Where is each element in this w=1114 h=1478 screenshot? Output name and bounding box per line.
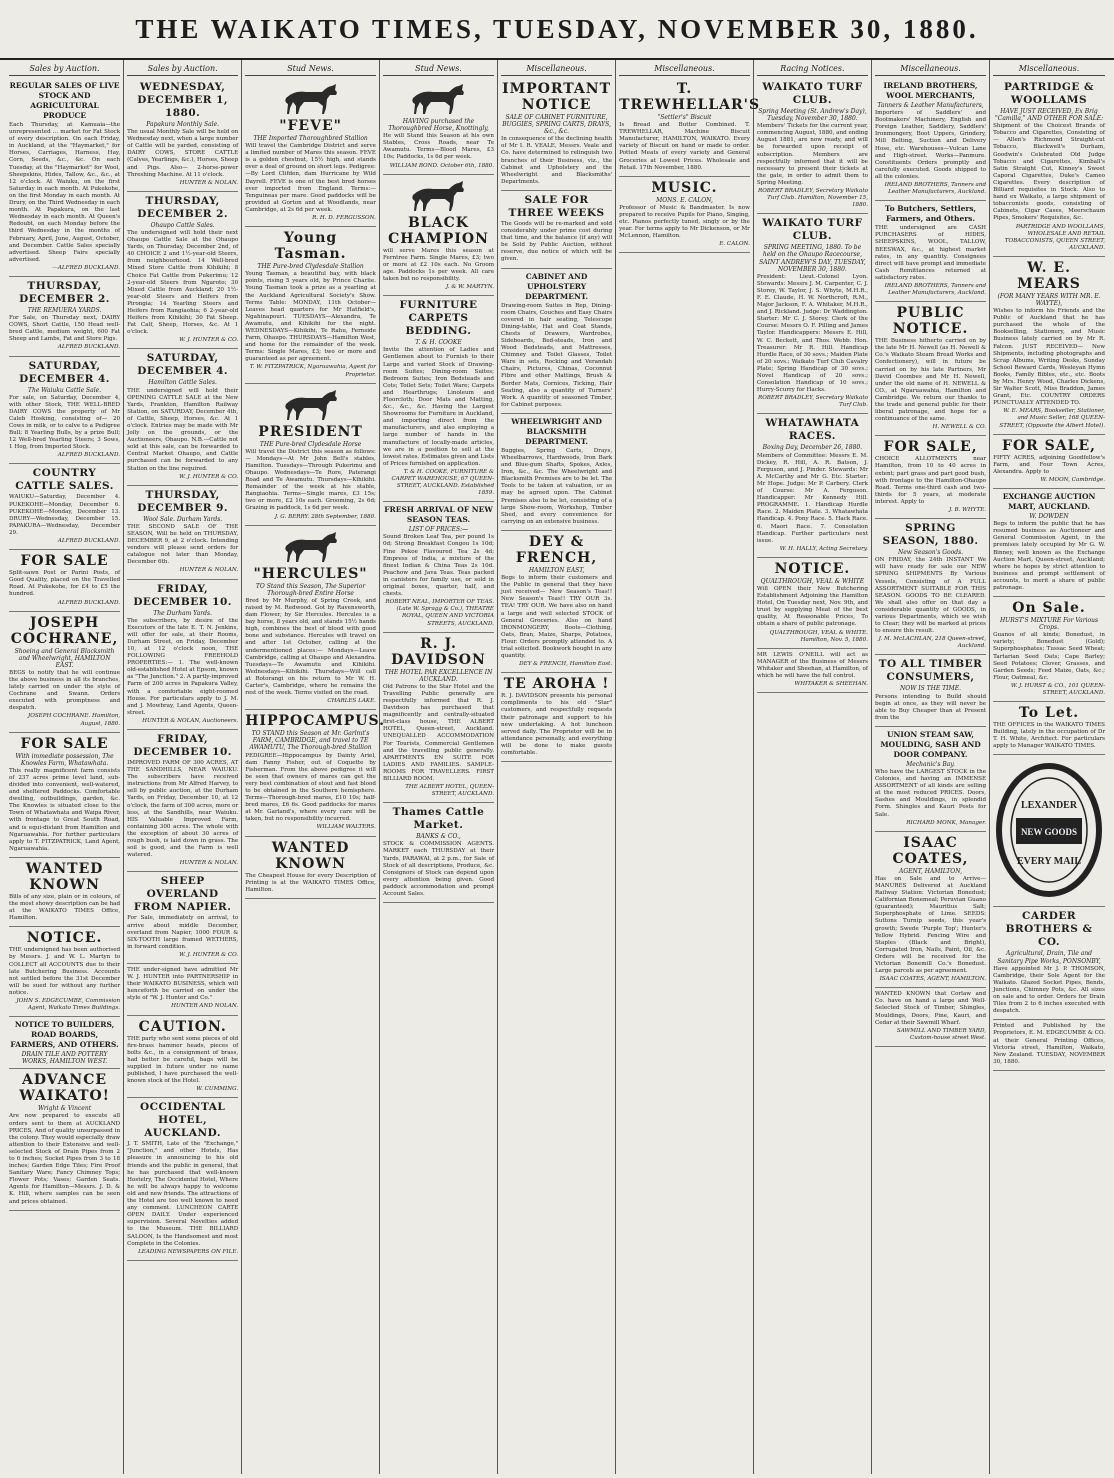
column-header: Racing Notices.: [757, 62, 868, 76]
column-header: Miscellaneous.: [619, 62, 750, 76]
ad-signature: H. NEWELL & CO.: [932, 424, 987, 431]
ad-heading: CARDER BROTHERS & CO.: [1005, 910, 1093, 949]
ad-subheading: DRAIN TILE AND POTTERY WORKS, HAMILTON WEST.: [21, 1051, 108, 1066]
ad-body: Will travel the District this season as follows:— Mondays—At Mr John Bell's stables, Hamilton. Tuesdays—Through Pukerimu and Ohaupo. Wednesdays—Te Rore, Paterangi Road and Te Awamutu. Thursdays—Kihikihi. Remainder of the week at his stable, Rangiaohia. Terms—Single mares, £3 15s; two or more, £2 10s each. Grooming, 2s 6d; Grazing in paddock, 1s 6d per week.: [245, 448, 376, 512]
ad-body: THE undersigned has been authorised by Messrs. J. and W. L. Martyn to COLLECT all ACCOUNTS due to their late Butchering Business. Accounts not settled before the 31st December will be sued for without any further notice.: [9, 947, 121, 996]
ad-body: Guanos of all kinds; Bonedust, in variety; Bonedust (Gold); Superphosphates; Tussac Seed Wheat; Tartarian Seed Oats; Cape Barley; Seed Potatoes; Clover, Grasses, and Garden Seeds; Feed Maize, Oats, &c.; Flour, Oatmeal, &c.: [993, 632, 1105, 681]
ad-body: Importers of Saddlers' and Bootmakers' Machinery, English and Foreign Leather, Saddlery, Saddlers' Ironmongery, Boot Uppers, Grindery, Mill Belting, Suction and Delivery Hose, etc. Warehouses—Vulcan Lane and High-street. Works—Panmure. Constituents Orders promptly and carefully executed. Goods shipped to all the colonies.: [874, 110, 987, 180]
ad-subheading: Agricultural, Drain, Tile and Sanitary Pipe Works, PONSONBY,: [997, 950, 1101, 965]
ad-subheading: The Waiuku Cattle Sale.: [27, 386, 102, 394]
ad-heading: PRESIDENT: [258, 423, 363, 440]
ad-body: Begs to inform their customers and the Public in general that they have just received— New Season's Teas!! New Season's Teas!! TRY OUR 3s. TEA! TRY OUR. We have also on hand a large and well selected STOCK of General Groceries. Also on hand IRONMONGERY, Boots—Clothing, Oats, Bran, Maize, Sharps, Potatoes, Flour. Orders promptly attended to. A trial solicited. Bookwork bought in any quantity.: [501, 575, 613, 660]
ad-body: IMPROVED FARM OF 300 ACRES, AT THE SANDHILLS, NEAR WAIUKU. The subscribers have received instructions from Mr Alfred Harvey, to sell by public auction, at the Durham Yards, on Friday, December 10, at 12 o'clock, the farm of 300 acres, more or less, at the Sandhills, near Waiuku. HIS Valuable Improved Farm, containing 300 acres. The whole with the exception of about 30 acres of rough bush, is laid down in grass. The soil is good, and the Farm is well watered.: [127, 760, 239, 859]
newspaper-column: [498, 60, 616, 1474]
advertisement: [9, 927, 120, 1017]
ad-body: Wishes to inform his Friends and the Public of Auckland that he has purchased the whole of the Bookselling, Stationery, and Music Business lately carried on by Mr R. Falcon. JUST RECEIVED— New Shipments, including photographs and Scrap Albums, Writing Desks, Sunday School Reward Cards, Wesleyan Hymn Books, Family Bibles, etc., etc. Boots by Mrs. Henry Wood, Charles Dickens, Sir Walter Scott, Miss Braddon, James Grant, Etc. COUNTRY ORDERS PUNCTUALLY ATTENDED TO.: [993, 308, 1105, 407]
ad-subheading: THE Pure-bred Clydesdale Stallion: [257, 263, 364, 271]
ad-body: CHOICE ALLOTMENTS near Hamilton, from 10 to 40 acres in extent; part grass and part good bush, with frontage to the Hamilton-Ohaupo Road. Terms one-third cash and two-thirds for 5 years, at moderate interest. Apply to: [874, 456, 987, 505]
advertisement: [383, 803, 494, 903]
advertisement: [993, 597, 1105, 702]
advertisement: [383, 78, 494, 175]
ad-subheading: T. & H. COOKE: [415, 339, 462, 347]
advertisement: [993, 702, 1105, 755]
ad-body: WAIUKU—Saturday, December 4. PUKEKOHE—Monday, December 6. PUKEKOHE—Monday, December 13. DRURY—Wednesday, December 15. PAPAKURA—Wednesday, December 29.: [9, 494, 121, 536]
advertisement: [501, 673, 612, 762]
ad-signature: —ALFRED BUCKLAND.: [52, 264, 121, 271]
ad-heading: COUNTRY CATTLE SALES.: [15, 467, 114, 493]
ad-heading: FRIDAY, DECEMBER 10.: [133, 733, 232, 758]
ad-signature: W. CUMMING.: [196, 1086, 239, 1093]
ad-subheading: HAVING purchased the Thoroughbred Horse, Knottingly,: [388, 118, 489, 133]
svg-text:NEW GOODS: NEW GOODS: [1020, 827, 1078, 838]
advertisement: [9, 550, 120, 611]
newspaper-column: [124, 60, 242, 1474]
ad-signature: ROBERT BRADLEY, Secretary Waikato Turf Club. Hamilton, November 15, 1880.: [758, 188, 868, 209]
ad-signature: R. H. D. FERGUSSON.: [312, 215, 376, 222]
ad-heading: WEDNESDAY, DECEMBER 1, 1880.: [137, 81, 229, 119]
ad-body: THE party who sent some pieces of old fire-brass hammer heads, pieces of bolts &c., in a consignment of brass, had better be careful, bags will be supplied in future under no name published, I have purchased the well-known stock of the Hotel.: [127, 1035, 239, 1085]
ad-signature: J. B. WHYTE.: [949, 507, 987, 514]
ad-heading: CABINET AND UPHOLSTERY DEPARTMENT.: [525, 271, 589, 301]
column-header: Sales by Auction.: [127, 62, 238, 76]
ad-signature: ALFRED BUCKLAND.: [57, 344, 121, 351]
ad-heading: "HERCULES": [253, 565, 368, 582]
ad-signature: W. J. HUNTER & CO.: [179, 337, 239, 344]
ad-body: The undersigned will hold their next Ohaupo Cattle Sale at the Ohaupo Yards, on Thursday, December 2nd, of 40 CHOICE 2 and 1½-year-old Steers, from neighbourhood. 14 Well-bred Mixed Store Cattle from Kihikihi; 8 Choice Fat Cattle from Pukerimu; 12 2-year-old Steers from Ngaroto; 30 Mixed Cattle from Auckland; 20 1½-year-old Steers and Heifers from Pirongia; 14 Yearling Steers and Heifers from Rangiaohia; 6 2-year-old Heifers from Kihikihi; 30 Fat Sheep. Fat Calf, Sheep, Horses, &c. At 1 o'clock.: [127, 229, 239, 336]
advertisement: [9, 612, 120, 733]
advertisement: [993, 435, 1105, 489]
advertisement: [757, 78, 868, 214]
ad-heading: EXCHANGE AUCTION MART, AUCKLAND.: [1002, 492, 1096, 512]
ad-signature: PARTRIDGE AND WOOLLAMS, WHOLESALE AND RETAIL TOBACCONISTS, QUEEN STREET, AUCKLAND.: [1004, 223, 1105, 251]
newspaper-title: THE WAIKATO TIMES, TUESDAY, NOVEMBER 30, 1880.: [135, 14, 979, 44]
ad-signature: W. E. MEARS, Bookseller, Stationer, and Music Seller, 168 QUEEN-STREET, (Opposite the Albert Hotel).: [999, 408, 1105, 429]
ad-signature: HUNTER AND NOLAN.: [171, 1003, 239, 1010]
ad-subheading: Papakura Monthly Sale.: [146, 121, 220, 128]
ad-heading: WANTED KNOWN: [25, 860, 104, 893]
advertisement: [383, 502, 494, 632]
advertisement: [875, 727, 986, 832]
ad-signature: W. J. HURST & CO., 101 QUEEN-STREET, AUCKLAND.: [1010, 682, 1105, 696]
ad-signature: RICHARD MONK, Manager.: [906, 819, 987, 826]
horse-illustration: [407, 82, 469, 116]
ad-body: The Cheapest House for every Description of Printing is at the WAIKATO TIMES Office, Hamilton.: [245, 872, 376, 893]
advertisement: [245, 384, 376, 526]
ad-heading: ADVANCE WAIKATO!: [19, 1072, 110, 1105]
newspaper-column: [616, 60, 761, 1474]
advertisement: [875, 519, 986, 655]
ad-signature: E. CALON.: [719, 241, 750, 248]
column-header: Miscellaneous.: [875, 62, 986, 76]
ad-subheading: Hamilton Cattle Sales.: [148, 379, 217, 387]
ad-body: Begs to inform the public that he has resumed business as Auctioneer and General Commission Agent, in the premises lately occupied by Mr G. W. Binney, well known as the Exchange Auction Mart, Queen-street, Auckland; where he hopes by strict attention to business and prompt settlement of accounts, to merit a share of public patronage.: [993, 521, 1105, 591]
ad-heading: JOSEPH COCHRANE,: [10, 614, 119, 647]
advertisement: [619, 78, 761, 177]
ad-body: He will Stand this Season at his own Stables, Cross Roads, near Te Awamutu. Terms—Blood Mares, £3 10s; Paddocks, 1s 6d per week.: [382, 133, 495, 161]
ad-subheading: LIST OF PRICES:—: [408, 526, 469, 534]
ad-heading: IRELAND BROTHERS, WOOL MERCHANTS,: [883, 81, 978, 100]
ad-subheading: "Settler's" Biscuit: [657, 114, 712, 121]
ad-signature: ALFRED BUCKLAND.: [57, 599, 121, 606]
ad-signature: T. W. FITZPATRICK, Ngaruawahia, Agent for Proprietor.: [249, 364, 376, 378]
ad-body: STOCK & COMMISSION AGENTS. MARKET each THURSDAY at their Yards, PARAWAI, at 2 p.m., for Sale of Stock of all descriptions, Produce, &c. Consignors of Stock can depend upon every attention being given. Good paddock accommodation and prompt Account Sales.: [382, 841, 495, 898]
advertisement: [757, 214, 868, 414]
ad-heading: NOTICE.: [774, 560, 851, 577]
ad-subheading: THE Pure-bred Clydesdale Horse: [259, 440, 362, 448]
ad-body: Each Thursday, at Kamuaia—the unrepresented ... market for Fat Stock of every description. On each Friday, in Auckland, at the "Haymarket," for Horses, Carriages, Harness, Hay, Corn, Seeds, &c., &c. On each Tuesday, at the "Haymarket" for Wool, Sheepskins, Hides, Tallow, &c., &c., at 12 o'clock. At Waiuku, on the first Saturday in each month. At Pukekohe, on the first Monday in each month. At Drury, on the Third Wednesday in each month. At Papakura, on the last Wednesday in each month. At Queen's Redoubt, on each Monday before the third Wednesday in the months of February, April, June, August, October, and December. Cattle Sales specially advertised. Sheep Fairs specially advertised.: [9, 122, 121, 263]
advertisement: [383, 296, 494, 502]
ad-signature: T. & H. COOKE, FURNITURE & CARPET WAREHOUSE, 67 QUEEN-STREET, AUCKLAND. Established 1859.: [391, 468, 495, 497]
ad-body: The usual Monthly Sale will be held on Wednesday next, when a large number of Cattle will be yarded, consisting of DAIRY COWS, STORE CATTLE (Calves, Yearlings, &c.), Horses, Sheep and Pigs. Also— 2-horse-power Threshing Machine. At 11 o'clock.: [127, 129, 239, 178]
ad-heading: MUSIC.: [651, 179, 718, 196]
ad-subheading: QUALTHROUGH, VEAL & WHITE: [760, 577, 865, 585]
advertisement: [127, 964, 238, 1016]
ad-signature: LEADING NEWSPAPERS ON FILE.: [138, 1248, 239, 1255]
ad-heading: T. TREWHELLAR'S: [619, 81, 761, 113]
advertisement: [875, 832, 986, 989]
advertisement: [993, 755, 1105, 907]
ad-body: Buggies, Spring Carts, Drays, Wheelbarrows, Hardwoods, Iron Bark and Blue-gum Shafts, Spokes, Axles, Iron, &c., &c. The Wheelwright and Blacksmith Premises are to be let. The Tools to be taken at valuation, or as may be agreed upon. The Cabinet Premises also to be let, consisting of a large Show-room, Workshop, Timber Shed, and every convenience for carrying on an extensive business.: [501, 447, 613, 525]
ad-signature: ROBERT BRADLEY, Secretary Waikato Turf Club.: [758, 395, 868, 409]
ad-body: This really magnificent farm consists of 237 acres prime level land, sub-divided into convenient, well-watered, and sheltered Paddocks. Comfortable dwelling, outbuildings, garden, &c. The Knowles is situated close to the Town of Whatawhata and Waipa River, with frontage to Great South Road, and is equi-distant from Hamilton and Ngaruawahia. For further particulars apply to T. FITZPATRICK, Land Agent, Ngaruawahia.: [9, 767, 121, 852]
newspaper-column: [990, 60, 1108, 1474]
ad-subheading: THE Imported Thoroughbred Stallion: [253, 135, 368, 142]
ad-subheading: THE HOTEL PAR EXCELLENCE IN AUCKLAND.: [384, 668, 493, 683]
ad-heading: NOTICE.: [26, 930, 103, 947]
advertisement: [757, 558, 868, 649]
column-header: Stud News.: [245, 62, 376, 76]
ad-body: The subscribers, by desire of the Executors of the late E. T. N. Jenkins, will offer for sale, at their Rooms, Durham Street, on Friday, December 10, at 12 o'clock noon, THE FOLLOWING FREEHOLD PROPERTIES:— 1. The well-known old-established Hotel at Epsom, known as "The Junction." 2. A partly-improved Farm of 200 acres in Papakura Valley, with a comfortable eight-roomed House. For particulars apply to J. M. and J. Mowbray, Land Agents, Queen-street.: [127, 617, 239, 716]
ad-signature: THE ALBERT HOTEL, QUEEN-STREET, AUCKLAND.: [405, 784, 495, 798]
advertisement: [875, 201, 986, 302]
advertisement: [127, 1098, 238, 1261]
column-header: Stud News.: [383, 62, 494, 76]
ad-signature: DEY & FRENCH, Hamilton East.: [519, 661, 613, 668]
ad-body: Has on Sale and to Arrive— MANURES Delivered at Auckland Railway Station: Victorian Bonedust; Californian Bonemeal; Peruvian Guano (guaranteed); Mauritius Salt; Superphosphate of Lime. SEEDS: Suttons Turnip seeds, this year's growth; Swede 'Purple Top'; Hunter's Yellow Hybrid. Fencing Wire and Staples (Black and Bright), Corrugated Iron, Nails, Paint, Oil, &c. Orders will be received for the Victorian Bonemill Co.'s Bonedust. Large parcels as per agreement.: [874, 875, 987, 975]
ad-signature: J. G. BERRY. 28th September, 1880.: [274, 513, 376, 520]
advertisement: [501, 269, 612, 414]
ad-body: THE undersigned are CASH PURCHASERS of HIDES, SHEEPSKINS, WOOL, TALLOW, BEESWAX, &c., at highest market rates, in any quantity. Consignees direct will have prompt and immediate Cash Remittances returned at satisfactory rates.: [874, 225, 987, 281]
newspaper-column: [6, 60, 124, 1474]
advertisement: [9, 78, 120, 277]
advertisement: [501, 191, 612, 269]
ad-body: Printed and Published by the Proprietors, E. M. EDGECUMBE & CO. at their General Printing Offices, Victoria street, Hamilton, Waikato, New Zealand. TUESDAY, NOVEMBER 30, 1880.: [993, 1023, 1105, 1065]
advertisement: [993, 489, 1105, 597]
advertisement: [127, 349, 238, 485]
advertisement: [9, 733, 120, 858]
ad-body: THE undersigned will hold their OPENING CATTLE SALE at the New Yards, Frankton, Hamilton Railway Station, on SATURDAY, December 4th, of Cattle, Sheep, Horses, &c. At 1 o'clock. Entries may be made with Mr Jolly on the grounds, or the Auctioneers, Ohaupo. N.B.—Cattle not sold at this sale, can be forwarded to Central Market Ohaupo, and Cattle purchased can be forwarded to any Station on the line required.: [127, 387, 239, 472]
ad-heading: WHEELWRIGHT AND BLACKSMITH DEPARTMENT.: [511, 416, 602, 446]
newspaper-column: [242, 60, 385, 1474]
ad-signature: CHARLES LAKE.: [327, 698, 376, 705]
advertisement: [875, 436, 986, 519]
ad-heading: THURSDAY, DECEMBER 2.: [137, 194, 229, 220]
ad-body: Bred by Mr Murphy, of Spring Creek, and raised by M. Redwood. Got by Ravensworth, dam Flower, by Sir Hercules. Hercules is a bay horse, 8 years old, and stands 15½ hands high, combines the best of blood with good bone and substance. Hercules will travel on and after 1st October, calling at the undermentioned places:— Mondays—Leave Cambridge, calling at Ohaupo and Alexandra. Tuesdays—Te Awamutu and Kihikihi. Wednesdays—Kihikihi. Thursdays—Will call at Rotorangi on his return to Mr W. H. Carter's, Cambridge, where he remains the rest of the week. Terms visited on the road.: [245, 597, 376, 697]
ad-heading: R. J. DAVIDSON: [391, 635, 486, 668]
ad-body: Have appointed Mr J. P. THOMSON, Cambridge, their Sole Agent for the Waikato. Glazed Socket Pipes, Bends, Junctions, Chimney Pots, &c. All sizes on sale and to order. Orders for Drain Tiles from 2 to 6 inches executed with despatch.: [993, 965, 1105, 1015]
ad-heading: SHEEP OVERLAND FROM NAPIER.: [133, 875, 232, 914]
ad-body: Who have the LARGEST STOCK in the Colonies, and having an IMMENSE ASSORTMENT of all kinds are selling at the most reduced PRICES. Doors, Sashes and Mouldings, in splendid Form. Shingles and Kauri Posts for Sale.: [874, 769, 987, 818]
ad-heading: FRESH ARRIVAL OF NEW SEASON TEAS.: [384, 505, 493, 525]
ad-body: Young Tasman, a beautiful bay, with black points, rising 5 years old, by Prince Charlie. Young Tasman took a prize as a yearling at the Auckland Agricultural Society's Show. Terms Table: MONDAY, 11th October—Leaves head quarters for Mr Hatfield's, Ngahinapouri. TUESDAYS—Alexandra, Te Awamutu, and Kihikihi for the night. WEDNESDAYS—Kihikihi, Te Rahu, Fernside Farm, Ohaupo. THURSDAYS—Hamilton West, and home for the remainder of the week. Terms: Single Mares, £3; two or more and guaranteed as per agreement.: [245, 271, 376, 363]
ad-signature: J. & W. MARTYN.: [445, 284, 495, 291]
ad-signature: J. M. McLACHLAN, 218 Queen-street, Auckland.: [878, 636, 987, 650]
ad-heading: WHATAWHATA RACES.: [765, 417, 860, 443]
horse-illustration: [280, 388, 342, 422]
ad-heading: To Let.: [1018, 705, 1080, 722]
ad-body: Bills of any size, plain or in colours, of the most showy description can be had at the WAIKATO TIMES Office, Hamilton.: [9, 893, 121, 922]
advertisement: [501, 414, 612, 531]
ad-heading: FOR SALE,: [883, 439, 978, 456]
ad-heading: WANTED KNOWN: [271, 839, 350, 872]
ad-subheading: Shoeing and General Blacksmith and Wheelwright, HAMILTON EAST.: [14, 647, 115, 669]
ad-subheading: HAMILTON EAST,: [528, 566, 585, 574]
ad-heading: WAIKATO TURF CLUB.: [762, 217, 863, 243]
ad-body: Shipment of the Choicest Brands of Tobacco and Cigarettes, Consisting of— Allen's Richmond Straight-cut Tobacco, Blackwell's Durham, Goodwin's Celebrated Old Judge Tobacco and Cigarettes, Kimball's Satin Straight Cut, Kinney's Sweet Caporal Cigarettes, Duke's Cameo Cigarettes. Every description of Billiard requisites in Stock. Also to hand ex Waikato, a large shipment of tobacconists goods, consisting of Cabinets, Cigar Cases, Meerschaum Pipes, Smokers' Requisites, &c.: [993, 123, 1105, 222]
advertisement: [127, 1016, 238, 1099]
ad-subheading: With immediate possession, The Knowles Farm, Whatawhata.: [15, 752, 114, 767]
ad-body: BEGS to notify that he will continue the above business in all its branches, lately carried on under the style of Cochrane and Swann. Orders executed with promptness and despatch.: [9, 669, 121, 712]
ad-body: Split-sawn Post or Parini Posts, of Good Quality, placed on the Travelled Road. At Pukekohe, for £4 to £5 the hundred.: [9, 570, 121, 598]
ad-body: Is Bread and Butter Combined. T. TREWHELLAR, Machine Biscuit Manufacturer, HAMILTON, WAIKATO. Every variety of Biscuit on hand or made to order. Potted Meats of every variety and General Groceries at Lowest Prices. Wholesale and Retail. 17th November, 1880.: [619, 122, 750, 171]
ad-subheading: Wright & Vincent: [37, 1105, 92, 1113]
advertisement: [993, 257, 1105, 435]
ad-heading: NOTICE TO BUILDERS, ROAD BOARDS, FARMERS, AND OTHERS.: [10, 1020, 119, 1050]
ad-heading: "FEVE": [279, 118, 342, 134]
ad-heading: PARTRIDGE & WOOLLAMS: [1004, 81, 1095, 106]
ad-body: R. J. DAVIDSON presents his personal compliments to his old "Star" customers, and respectfully requests their patronage and support to his new undertaking. A hot luncheon served daily. The Proprietor will be in attendance personally, and everything will be done to make guests comfortable.: [501, 693, 613, 756]
ad-body: Old Patrons to the Star Hotel and the Travelling Public generally are respectfully informed that R. J. Davidson has purchased that magnificently and centrally-situated first-class house, THE ALBERT HOTEL, Queen-street, Auckland. UNEQUALLED ACCOMMODATION For Tourists, Commercial Gentlemen and the travelling public generally. APARTMENTS EN SUITE FOR LADIES AND FAMILIES. SAMPLE-ROOMS FOR TRAVELLERS. FIRST BILLIARD ROOM.: [382, 683, 495, 782]
ad-subheading: THE REMUERA YARDS.: [27, 306, 102, 314]
ad-body: For Sale, on Thursday next, DAIRY COWS, Short Cattle, 150 Head well-bred Cattle, medium weight, 600 Fat Sheep and Lambs, Fat and Store Pigs.: [9, 315, 121, 343]
ad-heading: SPRING SEASON, 1880.: [882, 522, 979, 548]
ad-signature: WILLIAM WALTERS.: [316, 824, 376, 831]
horse-illustration: [280, 530, 342, 564]
ad-signature: W. J. HUNTER & CO.: [179, 473, 239, 480]
ad-body: PEDIGREE—Hippocampus by Dainty Ariel, dam Fanny Fisher, out of Coquette by Fisherman. From the above pedigree it will be seen that owners of mares can get the very best combination of stout and fast blood to be obtained in the Southern hemisphere. Terms—Thorough-bred mares, £10 10s; half-bred mares, £6 6s. Good paddocks for mares at Mr. Garland's, where every care will be taken, but no responsibility incurred.: [245, 752, 376, 823]
ad-subheading: Tanners & Leather Manufacturers,: [877, 102, 984, 109]
advertisement: [757, 414, 868, 557]
ad-signature: W. MOON, Cambridge.: [1040, 476, 1105, 483]
ad-body: MR LEWIS O'NEILL will act as MANAGER of the Business of Messrs Whitaker and Sheehan, at Hamilton, of which he will have the full control.: [756, 651, 868, 679]
advertisement: [383, 175, 494, 297]
ad-body: President: Lieut.-Colonel Lyon. Stewards: Messrs J. M. Carpenter, C. J. Storey, W. Taylor, J. S. Whyte, M.H.R., F. E. Claude, H. W. Northcroft, R.M., Major Jackson, F. A. Whitaker, M.H.R., and J. Rickland. Judge: Dr Waddington. Starter: Mr C. J. Storey. Clerk of the Course: Messrs O. F. Pilling and James Taylor. Handicappers: Messrs E. Hill, W. C. Beckett, and Thos. Webb. Hon. Treasurer: Mr R. Hill. Handicap Hurdle Race, of 30 sovs.; Maiden Plate of 20 sovs.; Waikato Turf Club Cavalry Plate; Spring Handicap of 30 sovs.; Novel Handicap of 20 sovs.; Consolation Handicap of 10 sovs.; Hurry-Scurry for Hacks.: [756, 273, 868, 394]
advertisement: [9, 1017, 120, 1069]
advertisement: [245, 526, 376, 711]
column-header: Miscellaneous.: [993, 62, 1105, 76]
ad-subheading: HAVE JUST RECEIVED, Ex Brig "Camilla," AND OTHER FOR SALE:: [994, 108, 1104, 123]
ad-signature: HUNTER & NOLAN, Auctioneers.: [142, 717, 239, 724]
ad-heading: BLACK CHAMPION: [388, 214, 489, 247]
ad-subheading: SPRING MEETING, 1880. To be held on the Ohaupo Racecourse, SAINT ANDREW'S DAY, TUESDAY, NOVEMBER 30, 1880.: [759, 244, 866, 273]
ad-body: Professor of Music & Bandmaster. Is now prepared to receive Pupils for Piano, Singing, etc. Pianos perfectly tuned, singly or by the year. For terms apply to Mr Dickenson, or Mr McLennon, Hamilton.: [619, 204, 750, 240]
ad-body: FIFTY ACRES, adjoining Goodfellow's Farm, and Four Town Acres, Alexandra. Apply to: [993, 454, 1105, 475]
ad-body: WANTED KNOWN that Corlaw and Co. have on hand a large and Well-Selected Stock of Timber, Shingles, Mouldings, Doors, Pine, Kauri, and Cedar at their Sawmill Wharf.: [874, 991, 987, 1026]
ad-subheading: TO Stand this Season, The Superior Thorough-bred Entire Horse: [255, 582, 366, 597]
ad-subheading: New Season's Goods.: [897, 549, 964, 557]
ad-heading: WAIKATO TURF CLUB.: [762, 81, 863, 106]
ad-subheading: Mechanic's Bay.: [906, 760, 955, 768]
advertisement: [127, 730, 238, 872]
advertisement: [619, 177, 750, 254]
ad-signature: ALFRED BUCKLAND.: [57, 538, 121, 545]
ad-subheading: Spring Meeting (St. Andrew's Day), Tuesday, November 30, 1880.: [758, 108, 867, 123]
advertisement: [127, 192, 238, 350]
column-header: Sales by Auction.: [9, 62, 120, 76]
ad-heading: IMPORTANT NOTICE: [502, 81, 612, 113]
ad-subheading: MONS. E. CALON,: [656, 196, 713, 204]
ad-heading: FOR SALE: [20, 735, 109, 752]
svg-text:LEXANDER: LEXANDER: [1020, 800, 1078, 812]
advertisement: [245, 837, 376, 899]
ad-body: In consequence of the declining health of Mr I. R. VEALE, Messrs. Veale and Co. have determined to relinquish two branches of their Business, viz., the Cabinet and Upholstery and the Wheelwright and Blacksmiths' Departments.: [501, 136, 613, 185]
ad-body: For sale, on Saturday, December 4, with other Stock, THE WELL-BRED DAIRY COWS the property of Mr Caleb Hosking, consisting of— 20 Cows in milk, or to calve to a Pedigree Bull; 8 Yearling Bulls, by a prize Bull; 12 Well-bred Yearling Steers; 3 Sows, 1 Hog, from Imported Stock.: [9, 394, 121, 451]
ad-heading: SALE FOR THREE WEEKS: [508, 193, 605, 219]
newspaper-column: [754, 60, 872, 1474]
horse-illustration: [280, 82, 342, 116]
ad-heading: PUBLIC NOTICE.: [892, 305, 969, 338]
ad-heading: FOR SALE: [20, 553, 109, 570]
ad-heading: Young Tasman.: [274, 230, 347, 263]
jewellers-seal-logo: [994, 760, 1104, 900]
ad-signature: W. J. HUNTER & CO.: [179, 951, 239, 958]
advertisement: [875, 302, 986, 436]
ad-signature: IRELAND BROTHERS, Tanners and Leather Manufacturers, Auckland.: [884, 182, 987, 196]
ad-heading: FOR SALE,: [1002, 437, 1097, 454]
advertisement: [9, 277, 120, 357]
advertisement: [383, 633, 494, 804]
ad-body: The Goods will be re-marked and sold considerably under prime cost during that time, and the balance (if any) will be Sold by Public Auction, without reserve, due notice of which will be given.: [501, 220, 613, 263]
ad-heading: Thames Cattle Market.: [392, 806, 485, 832]
ad-signature: JOHN S. EDGECUMBE, Commission Agent, Waikato Times Buildings.: [16, 997, 121, 1012]
ad-body: Are now prepared to execute all orders sent to them at AUCKLAND PRICES, And of quality unsurpassed in the colony. They would especially draw attention to their Extensive and well-selected Stock of Drain Pipes from 2 to 6 inches; Socket Pipes from 3 to 18 inches; Garden Edge Tiles; Fire Proof Sanitary Ware; Fancy Chimney Tops; Flower Pots; Vases; Garden Seats. Agents for Hamilton—Messrs. J. D. & K. Hill, where samples can be seen and prices obtained.: [9, 1113, 121, 1205]
advertisement: [501, 531, 612, 673]
ad-signature: ISAAC COATES, AGENT, HAMILTON.: [879, 976, 987, 983]
ad-heading: SATURDAY, DECEMBER 4.: [137, 352, 229, 378]
advertisement: [245, 78, 376, 227]
ad-heading: To Butchers, Settlers, Farmers, and Others.: [884, 204, 977, 224]
ad-heading: SATURDAY, DECEMBER 4.: [19, 359, 110, 385]
advertisement: [245, 227, 376, 384]
ad-heading: OCCIDENTAL HOTEL, AUCKLAND.: [140, 1101, 226, 1140]
ad-signature: SAWMILL AND TIMBER YARD, Custom-house street West.: [896, 1027, 987, 1041]
ad-body: Members of Committee: Messrs E. M. Dickey, R. Hill, A. R. Batson, J. Ferguson, and J. Pinder. Stewards: Mr A. McCarthy and Mr G. Etc. Starter: Mr Hope. Judge: Mr P. Carbery. Clerk of Course: Mr A. Ferguson. Handicapper: Mr Kennedy Hill. PROGRAMME. 1. Handicap Hurdle Race. 2. Maiden Plate. 3. Whatawhata Handicap. 4. Pony Race. 5. Hack Race. 6. Maori Race. 7. Consolation Handicap. Further particulars next issue.: [756, 452, 868, 544]
newspaper-column: [872, 60, 990, 1474]
ad-body: Persons intending to Build should begin at once, as they will never be able to Buy Cheaper than at Present from the: [874, 693, 987, 721]
newspaper-column: [380, 60, 498, 1474]
ad-heading: UNION STEAM SAW, MOULDING, SASH AND DOOR COMPANY.: [880, 729, 981, 759]
ad-subheading: Ohaupo Cattle Sales.: [150, 221, 215, 229]
advertisement: [875, 78, 986, 201]
ad-body: Will travel the Cambridge District and serve a limited number of Mares this season. FEVE is a golden chestnut, 15½ high, and stands over a deal of ground on short legs. Pedigree:—By Lord Clifden, dam Hurricane by Wild Dayrell. FEVE is one of the best bred horses ever imported from England. Terms:—Tenguineas per mare. Good paddocks will be provided at Gorton and at Woodlands, near Cambridge, at 2s 6d per week.: [245, 143, 376, 213]
ad-subheading: The Durham Yards.: [153, 609, 212, 617]
ad-subheading: SALE OF CABINET FURNITURE, BUGGIES, SPRING CARTS, DRAYS, &c., &c.: [502, 114, 611, 136]
ad-body: J. T. SMITH, Late of the "Exchange," "Junction," and other Hotels, Has pleasure in announcing to his old friends and the public in general, that he has purchased that well-known Hostelry, The Occidental Hotel, Where he will be always happy to welcome old and new friends. The attractions of the Hotel are too well known to need any comment. LUNCHEON CARTE OPEN DAILY. Under experienced supervision. Several Novelties added to the Museum. THE BILLIARD SALOON, Is the Handsomest and most Complete in the Colonies.: [127, 1141, 239, 1247]
advertisement: [993, 907, 1105, 1020]
ad-heading: REGULAR SALES OF LIVE STOCK AND AGRICULTURAL PRODUCE: [9, 81, 120, 120]
ad-signature: JOSEPH COCHRANE. Hamilton, August, 1880.: [28, 713, 121, 727]
ad-heading: ISAAC COATES,: [892, 834, 969, 867]
ad-signature: HUNTER & NOLAN.: [179, 860, 239, 867]
advertisement: [127, 78, 238, 192]
ad-subheading: Boxing Day, December 26, 1880.: [762, 444, 863, 452]
ad-signature: W. H. HALLY, Acting Secretary.: [779, 545, 868, 552]
advertisement: [127, 486, 238, 580]
ad-heading: TE AROHA !: [503, 676, 610, 693]
ad-subheading: Wool Sale. Durham Yards.: [143, 515, 223, 523]
ad-heading: FRIDAY, DECEMBER 10.: [133, 582, 232, 608]
advertisement: [993, 1020, 1105, 1071]
ad-body: THE SECOND SALE OF THE SEASON, Will be held on THURSDAY, DECEMBER 9, at 2 o'clock. Intending vendors will please send orders for catalogue not later than Monday, December 6th.: [127, 523, 239, 566]
columns-container: [6, 60, 1108, 1474]
ad-subheading: (FOR MANY YEARS WITH MR. E. WAYTE),: [997, 292, 1101, 307]
advertisement: [875, 988, 986, 1047]
advertisement: [9, 858, 120, 927]
advertisement: [9, 357, 120, 465]
ad-signature: WHITAKER & SHEEHAN.: [794, 681, 868, 688]
ad-signature: WILLIAM BOND. October 6th, 1880.: [389, 162, 495, 169]
advertisement: [875, 655, 986, 726]
column-header: Miscellaneous.: [501, 62, 612, 76]
masthead: [0, 0, 1114, 60]
ad-heading: DEY & FRENCH,: [515, 533, 598, 566]
ad-subheading: NOW IS THE TIME.: [900, 685, 961, 693]
ad-body: Members' Tickets for the current year, commencing August, 1880, and ending August 1881, are now ready, and will be forwarded upon receipt of subscription. Members are respectfully informed that it will be necessary to present their tickets at the gate, in order to admit them to Spring Meeting.: [756, 123, 868, 186]
ad-body: THE OFFICES in the WAIKATO TIMES Building, lately in the occupation of Dr T. H. White, Architect. For particulars apply to Manager WAIKATO TIMES.: [993, 722, 1105, 750]
svg-text:EVERY MAIL: EVERY MAIL: [1017, 856, 1082, 868]
advertisement: [9, 1069, 120, 1210]
advertisement: [501, 78, 612, 191]
ad-signature: QUALTHROUGH, VEAL & WHITE. Hamilton, Nov. 5, 1880.: [769, 629, 868, 643]
advertisement: [757, 649, 868, 693]
ad-heading: W. E. MEARS: [1017, 259, 1081, 292]
ad-signature: ROBERT NEAL, IMPORTER OF TEAS. (Late W. Spragg & Co.), THEATRE ROYAL, QUEEN AND VICTORIA STREETS, AUCKLAND.: [385, 599, 495, 627]
ad-subheading: HURST'S MIXTURE For Various Crops.: [999, 617, 1099, 632]
ad-body: THE under-signed have admitted Mr W. J. HUNTER into PARTNERSHIP in their WAIKATO BUSINESS, which will henceforth be carried on under the style of "W. J. Hunter and Co.": [127, 966, 239, 1002]
ad-heading: FURNITURE CARPETS BEDDING.: [399, 299, 478, 338]
ad-body: Invite the attention of Ladies and Gentlemen about to Furnish to their Large and varied Stock of Drawing-room Suites; Dining-room Suites; Bedroom Suites; Iron Bedsteads and Cots; Toilet Sets; Toilet Ware; Carpets and Hearthrugs; Linoleum and Floorcloth; Door Mats and Matting, &c., &c., &c. Having the Largest Showrooms for Furniture in Auckland, and importing direct from the manufacturers, and also employing a large number of hands in the manufacture of locally-made articles, we are in a position to sell at the lowest rates. Estimates given and Lists of Prices furnished on application.: [382, 347, 495, 467]
ad-heading: THURSDAY, DECEMBER 2.: [19, 279, 110, 305]
ad-body: Sound Broken Leaf Tea, per pound 1s 0d; Strong Breakfast Congou 1s 10d; Fine Pekoe Flavoured Tea 2s 4d; Empress of India, a mixture of the finest Indian & China Teas 2s 10d. Peachow and Java Teas. Teas packed in canisters for family use, or sold in original boxes, quarter, half, and chests.: [382, 534, 495, 598]
ad-signature: IRELAND BROTHERS, Tanners and Leather Manufacturers, Auckland.: [884, 282, 987, 297]
ad-body: Drawing-room Suites in Rep, Dining-room Chairs, Couches and Easy Chairs covered in hair seating, Telescope Dining-table, Hat and Coat Stands, Chests of Drawers, Wardrobes, Sideboards, Bed-steads, Iron and Wood Bedsteads, and Mattresses, Chimney and Toilet Glasses, Toilet Ware in sets, Rocking and Verandah Chairs, Pictures, Chinas, Coconnut Fibre and other Mattings, Brush & Border Mats, Cornices, Ticking, Hair Seating, also a quantity of Turners' Work. A quantity of seasoned Timber, for Cabinet purposes.: [501, 302, 613, 408]
ad-heading: CAUTION.: [138, 1018, 227, 1035]
ad-body: will serve Mares this season at Ferntree Farm. Single Mares, £3; two or more at £2 10s each. No Groom age. Paddocks 1s per week. All care taken but no responsibility.: [382, 247, 495, 283]
ad-subheading: TO STAND this Season at Mr. Garlmt's FARM, CAMBRIDGE, and travel to TE AWAMUTU, The Thorough-bred Stallion: [249, 730, 372, 752]
ad-subheading: AGENT, HAMILTON,: [899, 867, 962, 875]
ad-body: ON FRIDAY, the 24th INSTANT We will have ready for sale our NEW SPRING SHIPMENTS By Various Vessels, Consisting of A FULL ASSORTMENT SUITABLE FOR THIS SEASON. GOODS TO BE CLEARED. We shall also offer on that day a considerable quantity of GOODS, in various Departments, which we wish to Clear; they will be marked at prices to ensure this result.: [874, 557, 987, 635]
ad-signature: HUNTER & NOLAN.: [179, 179, 239, 186]
advertisement: [245, 710, 385, 836]
ad-heading: TO ALL TIMBER CONSUMERS,: [878, 658, 983, 684]
advertisement: [993, 78, 1105, 257]
horse-illustration: [407, 179, 469, 213]
ad-subheading: BANKS & CO.,: [416, 833, 461, 841]
ad-heading: On Sale.: [1012, 600, 1086, 617]
ad-heading: THURSDAY, DECEMBER 9.: [137, 488, 229, 514]
advertisement: [127, 872, 238, 964]
ad-signature: HUNTER & NOLAN.: [179, 567, 239, 574]
advertisement: [127, 580, 238, 731]
ad-heading: HIPPOCAMPUS.: [245, 713, 385, 730]
ad-subheading: W. DOWDEN: [1029, 513, 1069, 521]
ad-body: THE Business hitherto carried on by the late Mr H. Newell (as H. Newell & Co.'s Waikato Steam Bread Works and Confectionery), will in future be carried on by his late Partners, Mr David Coombes and Mr H. Newell, under the old name of H. NEWELL & CO., at Ngaruawahia, Hamilton and Cambridge. We return our thanks to the trade and general public for their liberal patronage, and hope for a continuance of the same.: [874, 338, 987, 423]
ad-signature: ALFRED BUCKLAND.: [57, 452, 121, 459]
ad-body: For Sale, immediately on arrival, to arrive about middle December, overland from Napier, 1000 FOUR & SIX-TOOTH large framed WETHERS, in forward condition.: [127, 915, 239, 950]
ad-body: Will OPEN their New Butchering Establishment Adjoining the Hamilton Hotel, On Tuesday next, Nov. 9th, and trust by supplying Meat of the best quality, At Reasonable Prices, To obtain a share of public patronage.: [756, 585, 868, 628]
advertisement: [9, 464, 120, 550]
